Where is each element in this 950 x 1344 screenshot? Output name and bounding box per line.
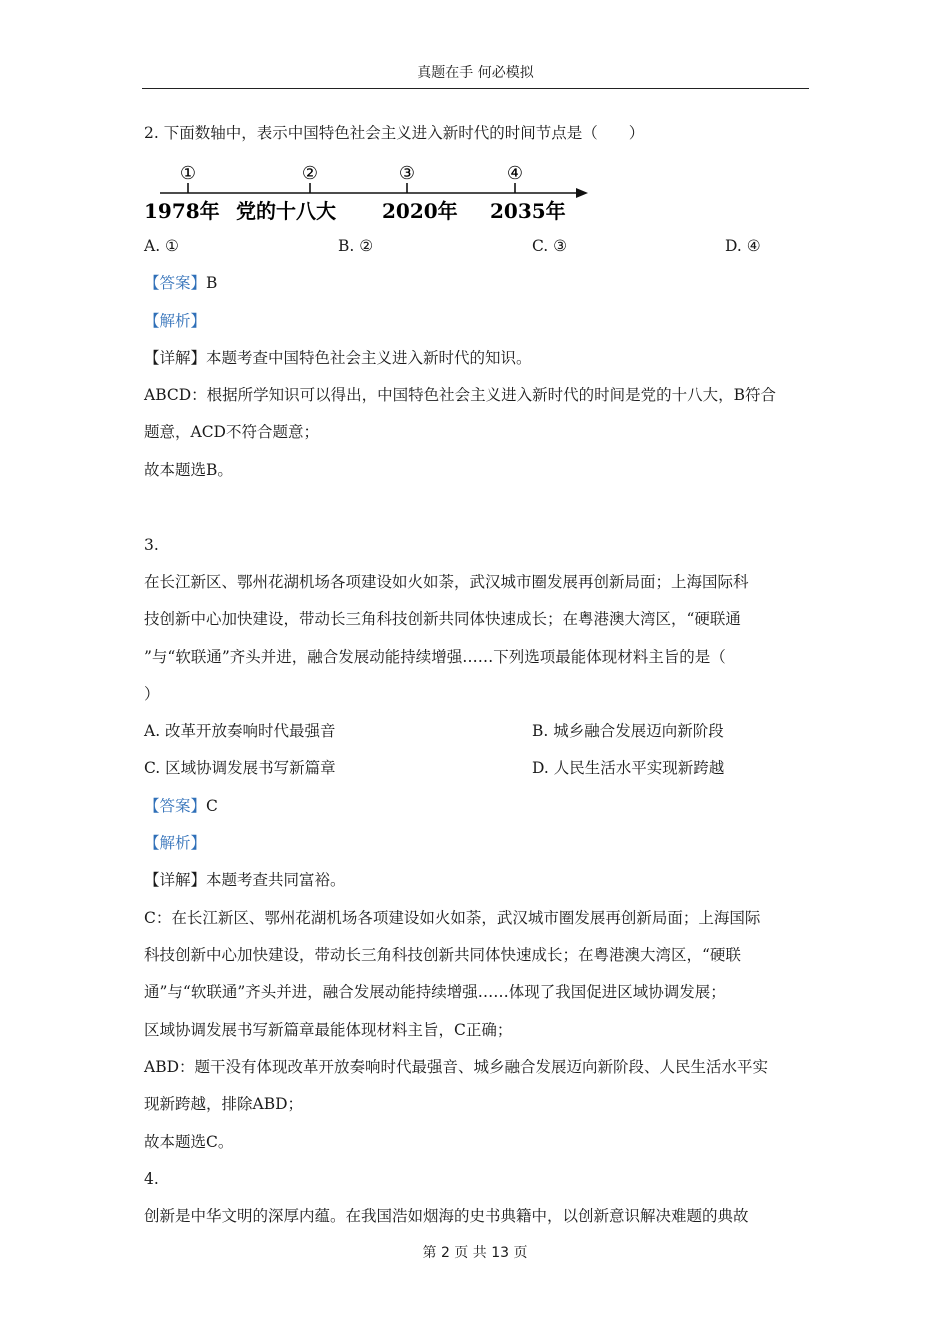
answer-tag: 【答案】 bbox=[144, 797, 207, 815]
q2-detail-line: ABCD：根据所学知识可以得出，中国特色社会主义进入新时代的时间是党的十八大，B符合 bbox=[144, 386, 777, 404]
q3-detail-line: 故本题选C。 bbox=[144, 1133, 234, 1151]
q2-detail-line: 故本题选B。 bbox=[144, 461, 233, 479]
q3-option-c: C. 区域协调发展书写新篇章 bbox=[144, 759, 336, 777]
q2-answer bbox=[144, 272, 824, 294]
timeline-marker: ② bbox=[301, 163, 319, 184]
q2-timeline bbox=[140, 155, 600, 230]
q3-option-a: A. 改革开放奏响时代最强音 bbox=[144, 722, 336, 740]
answer-value: B bbox=[206, 274, 218, 292]
q2-detail-line: 【详解】本题考查中国特色社会主义进入新时代的知识。 bbox=[144, 349, 532, 367]
timeline-label: 党的十八大 bbox=[236, 199, 336, 223]
q3-stem-line: 技创新中心加快建设，带动长三角科技创新共同体快速成长；在粤港澳大湾区，“硬联通 bbox=[144, 610, 741, 628]
timeline-label: 2035年 bbox=[490, 199, 566, 223]
timeline-label: 1978年 bbox=[144, 199, 220, 223]
q3-detail-line: 【详解】本题考查共同富裕。 bbox=[144, 871, 346, 889]
q2-detail-line: 题意，ACD不符合题意； bbox=[144, 423, 319, 441]
q3-detail-line: 现新跨越，排除ABD； bbox=[144, 1095, 304, 1113]
q3-answer bbox=[144, 795, 824, 817]
q2-option-d: D. ④ bbox=[725, 237, 761, 255]
q3-option-d: D. 人民生活水平实现新跨越 bbox=[532, 759, 725, 777]
answer-tag: 【答案】 bbox=[144, 274, 207, 292]
q2-option-b: B. ② bbox=[338, 237, 374, 255]
q3-stem-line: ”与“软联通”齐头并进，融合发展动能持续增强……下列选项最能体现材料主旨的是（ bbox=[144, 648, 726, 666]
q3-detail-line: 通”与“软联通”齐头并进，融合发展动能持续增强……体现了我国促进区域协调发展； bbox=[144, 983, 726, 1001]
q4-number: 4. bbox=[144, 1170, 159, 1188]
timeline-marker: ④ bbox=[506, 163, 524, 184]
answer-value: C bbox=[206, 797, 218, 815]
q2-analysis-tag: 【解析】 bbox=[144, 312, 207, 330]
q3-option-b: B. 城乡融合发展迈向新阶段 bbox=[532, 722, 724, 740]
q3-stem-line: ） bbox=[144, 685, 160, 703]
q3-number: 3. bbox=[144, 536, 159, 554]
header-divider bbox=[142, 88, 809, 89]
timeline-arrow bbox=[576, 188, 588, 198]
q2-option-a: A. ① bbox=[144, 237, 179, 255]
q2-option-c: C. ③ bbox=[532, 237, 568, 255]
q3-analysis-tag: 【解析】 bbox=[144, 834, 207, 852]
page-footer: 第 2 页 共 13 页 bbox=[422, 1245, 528, 1261]
q3-detail-line: ABD：题干没有体现改革开放奏响时代最强音、城乡融合发展迈向新阶段、人民生活水平实 bbox=[144, 1058, 769, 1076]
q3-stem-line: 在长江新区、鄂州花湖机场各项建设如火如荼，武汉城市圈发展再创新局面；上海国际科 bbox=[144, 573, 749, 591]
q4-stem: 创新是中华文明的深厚内蕴。在我国浩如烟海的史书典籍中，以创新意识解决难题的典故 bbox=[144, 1207, 749, 1225]
q3-detail-line: 科技创新中心加快建设，带动长三角科技创新共同体快速成长；在粤港澳大湾区，“硬联 bbox=[144, 946, 741, 964]
timeline-label: 2020年 bbox=[382, 199, 458, 223]
q3-detail-line: 区域协调发展书写新篇章最能体现材料主旨，C正确； bbox=[144, 1021, 513, 1039]
q2-stem: 2. 下面数轴中，表示中国特色社会主义进入新时代的时间节点是（ ） bbox=[144, 124, 645, 142]
timeline-marker: ① bbox=[179, 163, 197, 184]
timeline-marker: ③ bbox=[398, 163, 416, 184]
q3-detail-line: C：在长江新区、鄂州花湖机场各项建设如火如荼，武汉城市圈发展再创新局面；上海国际 bbox=[144, 909, 761, 927]
page-header: 真题在手 何必模拟 bbox=[417, 65, 534, 81]
